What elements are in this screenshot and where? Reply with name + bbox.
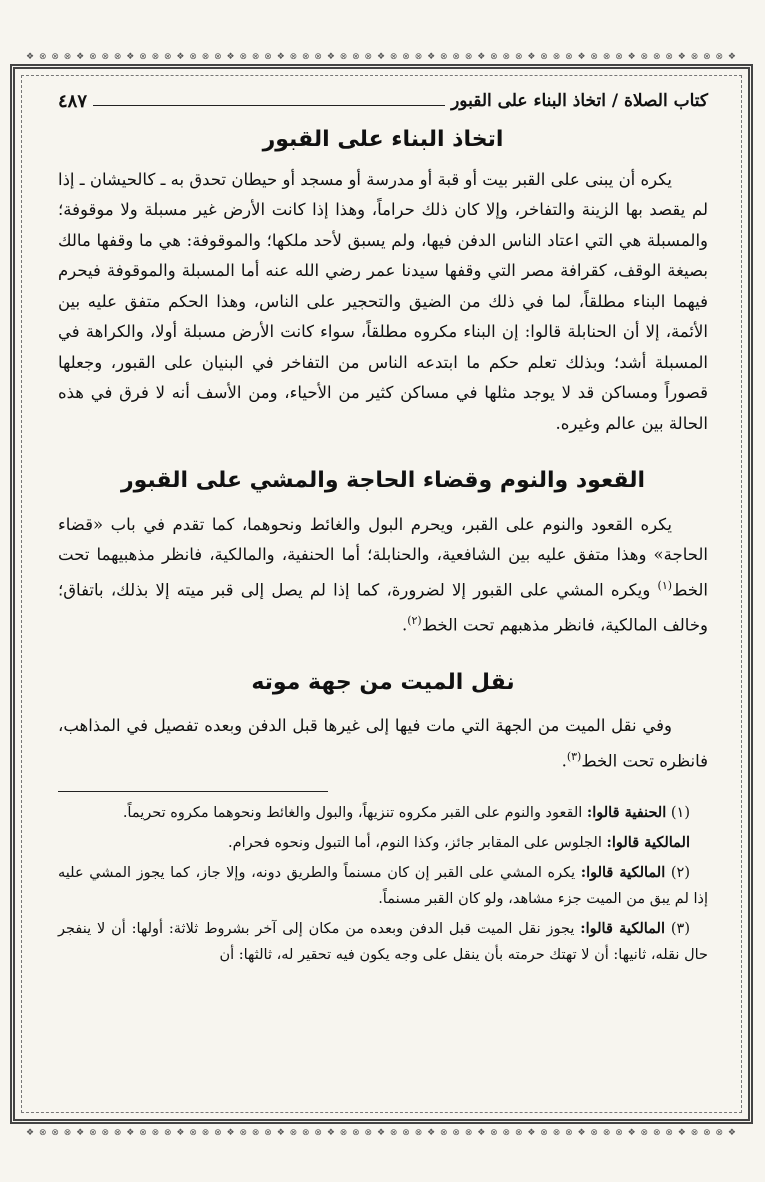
footnote-school: الحنفية قالوا: [586, 803, 667, 821]
paragraph-text-a: يكره القعود والنوم على القبر، ويحرم البول والغائط ونحوهما، كما تقدم في باب «قضاء الحاجة» وهذا متفق عليه بين الشافعية، والحنابلة؛ أما الحنفية، والمالكية، فانظر مذهبيهما تحت الخط [58, 514, 708, 600]
section-heading-sitting-on-graves: القعود والنوم وقضاء الحاجة والمشي على القبور [120, 468, 646, 494]
footnote-1 [58, 800, 708, 826]
footnote-school: المالكية قالوا: [580, 863, 666, 881]
footnote-school: المالكية قالوا: [606, 833, 690, 851]
footnote-text: الجلوس على المقابر جائز، وكذا النوم، أما التبول ونحوه فحرام. [227, 834, 607, 851]
footnotes [58, 800, 708, 968]
footnote-number: (١) [670, 804, 690, 821]
section-paragraph-moving-the-dead [58, 711, 708, 777]
paragraph-end: . [561, 751, 567, 771]
footnote-number: (٣) [670, 920, 690, 937]
footnote-number: (٢) [670, 864, 690, 881]
running-header-title: كتاب الصلاة / اتخاذ البناء على القبور [451, 91, 708, 111]
bottom-ornament-border: ❖ ⊗ ⊗ ⊗ ❖ ⊗ ⊗ ⊗ ❖ ⊗ ⊗ ⊗ ❖ ⊗ ⊗ ⊗ ❖ ⊗ ⊗ ⊗ ❖ ⊗ ⊗ ⊗ ❖ ⊗ ⊗ ⊗ ❖ ⊗ ⊗ ⊗ ❖ ⊗ ⊗ ⊗ ❖ ⊗ ⊗ ⊗ ❖ ⊗ ⊗ ⊗ ❖ ⊗ ⊗ ⊗ ❖ ⊗ ⊗ ⊗ ❖ ⊗ ⊗ ⊗ ❖ [26, 1128, 737, 1138]
top-ornament-border: ❖ ⊗ ⊗ ⊗ ❖ ⊗ ⊗ ⊗ ❖ ⊗ ⊗ ⊗ ❖ ⊗ ⊗ ⊗ ❖ ⊗ ⊗ ⊗ ❖ ⊗ ⊗ ⊗ ❖ ⊗ ⊗ ⊗ ❖ ⊗ ⊗ ⊗ ❖ ⊗ ⊗ ⊗ ❖ ⊗ ⊗ ⊗ ❖ ⊗ ⊗ ⊗ ❖ ⊗ ⊗ ⊗ ❖ ⊗ ⊗ ⊗ ❖ ⊗ ⊗ ⊗ ❖ [26, 52, 737, 62]
footnote-3 [58, 916, 708, 968]
page-number: ٤٨٧ [58, 90, 88, 112]
page-content [58, 88, 708, 968]
section-heading-building-on-graves: اتخاذ البناء على القبور [262, 127, 504, 152]
footnote-2 [58, 860, 708, 912]
section-heading-moving-the-dead: نقل الميت من جهة موته [251, 669, 515, 695]
section-paragraph-building-on-graves: يكره أن يبنى على القبر بيت أو قبة أو مدرسة أو مسجد أو حيطان تحدق به ـ كالحيشان ـ إذا لم يقصد بها الزينة والتفاخر، وإلا كان ذلك حراماً، وهذا إذا كانت الأرض غير مسبلة ولا موقوفة؛ والمسبلة هي التي اعتاد الناس الدفن فيها، ولم يسبق لأحد ملكها؛ والموقوفة: هي ما وقفها مالك بصيغة الوقف، كقرافة مصر التي وقفها سيدنا عمر رضي الله عنه أما المسبلة والموقوفة فيحرم فيهما البناء مطلقاً، لما في ذلك من الضيق والتحجير على الناس، وهذا الحكم متفق عليه بين الأئمة، إلا أن الحنابلة قالوا: إن البناء مكروه مطلقاً، سواء كانت الأرض مسبلة أولا، والكراهة في المسبلة أشد؛ وبذلك تعلم حكم ما ابتدعه الناس من التفاخر في البنيان على القبور، وجعلها قصوراً ومساكن قد لا يوجد مثلها في مساكن كثير من الأحياء، ومن الأسف أنه لا فرق في هذه الحالة بين عالم وغيره. [58, 169, 708, 433]
paragraph-text-b: ويكره المشي على القبور إلا لضرورة، كما إذا لم يصل إلى قبر ميته إلا بذلك، باتفاق؛ وخالف المالكية، فانظر مذهبهم تحت الخط [58, 580, 708, 635]
header-rule [93, 105, 445, 106]
footnote-ref-3: (٣) [566, 749, 582, 763]
footnote-text: يكره المشي على القبر إن كان مسنماً والطريق دونه، وإلا جاز، كما يجوز المشي عليه إذا لم يبق من الميت جزء مشاهد، ولو كان القبر مسنماً. [58, 864, 708, 907]
footnote-text: القعود والنوم على القبر مكروه تنزيهاً، والبول والغائط ونحوهما مكروه تحريماً. [122, 804, 587, 821]
footnote-ref-2: (٢) [407, 613, 422, 627]
footnote-school: المالكية قالوا: [580, 919, 665, 937]
footnote-ref-1: (١) [657, 578, 673, 592]
footnote-separator [58, 791, 328, 792]
paragraph-text-a: وفي نقل الميت من الجهة التي مات فيها إلى غيرها قبل الدفن وبعده تفصيل في المذاهب، فانظره تحت الخط [58, 716, 708, 771]
paragraph-end: . [401, 615, 408, 635]
footnote-1b [58, 830, 708, 856]
footnote-text: يجوز نقل الميت قبل الدفن وبعده من مكان إلى آخر بشروط ثلاثة: أولها: أن لا ينفجر حال نقله، ثانيها: أن لا تهتك حرمته بأن ينقل على وجه يكون فيه تحقير له، ثالثها: أن [58, 920, 708, 963]
section-paragraph-sitting-on-graves [58, 510, 708, 641]
running-header [58, 88, 708, 114]
